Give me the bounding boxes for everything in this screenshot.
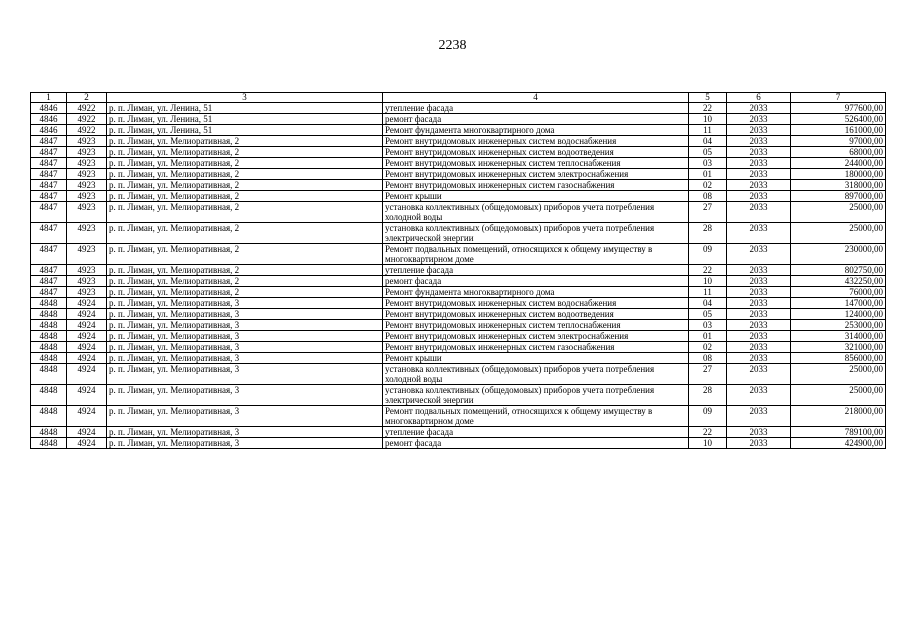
- work-type-cell: Ремонт внутридомовых инженерных систем водоотведения: [383, 309, 689, 320]
- address-cell: р. п. Лиман, ул. Мелиоративная, 3: [107, 364, 383, 385]
- row-id-cell: 4848: [31, 364, 67, 385]
- work-type-cell: Ремонт внутридомовых инженерных систем электроснабжения: [383, 331, 689, 342]
- cost-cell: 856000,00: [791, 353, 886, 364]
- work-type-cell: ремонт фасада: [383, 276, 689, 287]
- table-row: [31, 136, 886, 147]
- cost-cell: 25000,00: [791, 223, 886, 244]
- record-number-cell: 4923: [67, 169, 107, 180]
- row-id-cell: 4847: [31, 202, 67, 223]
- record-number-cell: 4923: [67, 147, 107, 158]
- cost-cell: 76000,00: [791, 287, 886, 298]
- work-type-cell: установка коллективных (общедомовых) приборов учета потребления электрической энергии: [383, 385, 689, 406]
- work-code-cell: 10: [689, 276, 727, 287]
- repair-schedule-table: [30, 92, 886, 449]
- address-cell: р. п. Лиман, ул. Мелиоративная, 3: [107, 406, 383, 427]
- year-cell: 2033: [727, 265, 791, 276]
- record-number-cell: 4924: [67, 320, 107, 331]
- row-id-cell: 4848: [31, 438, 67, 449]
- address-cell: р. п. Лиман, ул. Мелиоративная, 3: [107, 353, 383, 364]
- year-cell: 2033: [727, 427, 791, 438]
- cost-cell: 802750,00: [791, 265, 886, 276]
- row-id-cell: 4847: [31, 180, 67, 191]
- table-row: [31, 406, 886, 427]
- work-code-cell: 04: [689, 136, 727, 147]
- work-type-cell: Ремонт внутридомовых инженерных систем теплоснабжения: [383, 320, 689, 331]
- row-id-cell: 4846: [31, 125, 67, 136]
- row-id-cell: 4848: [31, 342, 67, 353]
- work-code-cell: 02: [689, 342, 727, 353]
- row-id-cell: 4846: [31, 114, 67, 125]
- address-cell: р. п. Лиман, ул. Мелиоративная, 2: [107, 202, 383, 223]
- work-code-cell: 08: [689, 191, 727, 202]
- table-row: [31, 364, 886, 385]
- table-row: [31, 298, 886, 309]
- address-cell: р. п. Лиман, ул. Мелиоративная, 2: [107, 244, 383, 265]
- year-cell: 2033: [727, 406, 791, 427]
- record-number-cell: 4923: [67, 180, 107, 191]
- cost-cell: 180000,00: [791, 169, 886, 180]
- year-cell: 2033: [727, 342, 791, 353]
- row-id-cell: 4847: [31, 223, 67, 244]
- row-id-cell: 4848: [31, 385, 67, 406]
- year-cell: 2033: [727, 244, 791, 265]
- address-cell: р. п. Лиман, ул. Мелиоративная, 2: [107, 147, 383, 158]
- table-row: [31, 180, 886, 191]
- cost-cell: 789100,00: [791, 427, 886, 438]
- year-cell: 2033: [727, 158, 791, 169]
- work-type-cell: Ремонт подвальных помещений, относящихся к общему имуществу в многоквартирном доме: [383, 244, 689, 265]
- table-row: [31, 353, 886, 364]
- column-header: 4: [383, 93, 689, 103]
- work-type-cell: утепление фасада: [383, 265, 689, 276]
- record-number-cell: 4923: [67, 158, 107, 169]
- address-cell: р. п. Лиман, ул. Мелиоративная, 3: [107, 438, 383, 449]
- year-cell: 2033: [727, 385, 791, 406]
- cost-cell: 25000,00: [791, 385, 886, 406]
- row-id-cell: 4847: [31, 287, 67, 298]
- work-code-cell: 08: [689, 353, 727, 364]
- column-header: 7: [791, 93, 886, 103]
- table-row: [31, 427, 886, 438]
- year-cell: 2033: [727, 353, 791, 364]
- address-cell: р. п. Лиман, ул. Мелиоративная, 2: [107, 191, 383, 202]
- column-header: 5: [689, 93, 727, 103]
- row-id-cell: 4847: [31, 136, 67, 147]
- year-cell: 2033: [727, 364, 791, 385]
- row-id-cell: 4848: [31, 406, 67, 427]
- year-cell: 2033: [727, 114, 791, 125]
- table-row: [31, 114, 886, 125]
- address-cell: р. п. Лиман, ул. Мелиоративная, 2: [107, 276, 383, 287]
- work-type-cell: установка коллективных (общедомовых) приборов учета потребления электрической энергии: [383, 223, 689, 244]
- year-cell: 2033: [727, 331, 791, 342]
- row-id-cell: 4847: [31, 244, 67, 265]
- work-type-cell: Ремонт внутридомовых инженерных систем водоснабжения: [383, 136, 689, 147]
- address-cell: р. п. Лиман, ул. Мелиоративная, 3: [107, 385, 383, 406]
- cost-cell: 318000,00: [791, 180, 886, 191]
- work-code-cell: 01: [689, 169, 727, 180]
- record-number-cell: 4924: [67, 427, 107, 438]
- address-cell: р. п. Лиман, ул. Мелиоративная, 2: [107, 265, 383, 276]
- row-id-cell: 4847: [31, 191, 67, 202]
- year-cell: 2033: [727, 169, 791, 180]
- address-cell: р. п. Лиман, ул. Ленина, 51: [107, 125, 383, 136]
- work-code-cell: 22: [689, 427, 727, 438]
- work-type-cell: Ремонт внутридомовых инженерных систем водоотведения: [383, 147, 689, 158]
- work-type-cell: Ремонт внутридомовых инженерных систем водоснабжения: [383, 298, 689, 309]
- table-header-row: [31, 93, 886, 103]
- table-row: [31, 125, 886, 136]
- table-row: [31, 342, 886, 353]
- work-code-cell: 09: [689, 244, 727, 265]
- cost-cell: 432250,00: [791, 276, 886, 287]
- record-number-cell: 4922: [67, 125, 107, 136]
- record-number-cell: 4924: [67, 364, 107, 385]
- cost-cell: 97000,00: [791, 136, 886, 147]
- column-header: 2: [67, 93, 107, 103]
- year-cell: 2033: [727, 298, 791, 309]
- record-number-cell: 4923: [67, 191, 107, 202]
- work-type-cell: Ремонт крыши: [383, 191, 689, 202]
- record-number-cell: 4924: [67, 438, 107, 449]
- address-cell: р. п. Лиман, ул. Мелиоративная, 2: [107, 223, 383, 244]
- cost-cell: 253000,00: [791, 320, 886, 331]
- record-number-cell: 4923: [67, 276, 107, 287]
- table-row: [31, 244, 886, 265]
- work-code-cell: 22: [689, 103, 727, 114]
- record-number-cell: 4923: [67, 265, 107, 276]
- work-code-cell: 27: [689, 202, 727, 223]
- year-cell: 2033: [727, 276, 791, 287]
- cost-cell: 218000,00: [791, 406, 886, 427]
- work-type-cell: ремонт фасада: [383, 438, 689, 449]
- cost-cell: 244000,00: [791, 158, 886, 169]
- work-type-cell: утепление фасада: [383, 427, 689, 438]
- row-id-cell: 4846: [31, 103, 67, 114]
- table-row: [31, 169, 886, 180]
- record-number-cell: 4923: [67, 223, 107, 244]
- work-code-cell: 27: [689, 364, 727, 385]
- row-id-cell: 4847: [31, 169, 67, 180]
- work-type-cell: Ремонт внутридомовых инженерных систем газоснабжения: [383, 180, 689, 191]
- work-type-cell: установка коллективных (общедомовых) приборов учета потребления холодной воды: [383, 364, 689, 385]
- record-number-cell: 4923: [67, 136, 107, 147]
- work-type-cell: Ремонт крыши: [383, 353, 689, 364]
- table-row: [31, 202, 886, 223]
- row-id-cell: 4848: [31, 427, 67, 438]
- column-header: 6: [727, 93, 791, 103]
- year-cell: 2033: [727, 202, 791, 223]
- cost-cell: 25000,00: [791, 202, 886, 223]
- address-cell: р. п. Лиман, ул. Мелиоративная, 3: [107, 342, 383, 353]
- work-code-cell: 11: [689, 287, 727, 298]
- year-cell: 2033: [727, 223, 791, 244]
- record-number-cell: 4924: [67, 342, 107, 353]
- column-header: 1: [31, 93, 67, 103]
- work-type-cell: Ремонт внутридомовых инженерных систем теплоснабжения: [383, 158, 689, 169]
- address-cell: р. п. Лиман, ул. Ленина, 51: [107, 114, 383, 125]
- table-row: [31, 309, 886, 320]
- address-cell: р. п. Лиман, ул. Мелиоративная, 2: [107, 158, 383, 169]
- record-number-cell: 4924: [67, 385, 107, 406]
- record-number-cell: 4924: [67, 406, 107, 427]
- cost-cell: 314000,00: [791, 331, 886, 342]
- record-number-cell: 4923: [67, 244, 107, 265]
- column-header: 3: [107, 93, 383, 103]
- work-type-cell: ремонт фасада: [383, 114, 689, 125]
- record-number-cell: 4922: [67, 103, 107, 114]
- cost-cell: 25000,00: [791, 364, 886, 385]
- cost-cell: 230000,00: [791, 244, 886, 265]
- table-row: [31, 147, 886, 158]
- work-type-cell: Ремонт внутридомовых инженерных систем газоснабжения: [383, 342, 689, 353]
- row-id-cell: 4847: [31, 147, 67, 158]
- cost-cell: 124000,00: [791, 309, 886, 320]
- cost-cell: 897000,00: [791, 191, 886, 202]
- work-code-cell: 11: [689, 125, 727, 136]
- cost-cell: 424900,00: [791, 438, 886, 449]
- record-number-cell: 4923: [67, 202, 107, 223]
- record-number-cell: 4923: [67, 287, 107, 298]
- year-cell: 2033: [727, 320, 791, 331]
- year-cell: 2033: [727, 103, 791, 114]
- cost-cell: 68000,00: [791, 147, 886, 158]
- record-number-cell: 4924: [67, 353, 107, 364]
- year-cell: 2033: [727, 191, 791, 202]
- row-id-cell: 4847: [31, 276, 67, 287]
- cost-cell: 526400,00: [791, 114, 886, 125]
- work-type-cell: Ремонт внутридомовых инженерных систем электроснабжения: [383, 169, 689, 180]
- work-code-cell: 09: [689, 406, 727, 427]
- table-row: [31, 223, 886, 244]
- address-cell: р. п. Лиман, ул. Мелиоративная, 3: [107, 298, 383, 309]
- work-code-cell: 03: [689, 320, 727, 331]
- cost-cell: 161000,00: [791, 125, 886, 136]
- year-cell: 2033: [727, 438, 791, 449]
- work-code-cell: 01: [689, 331, 727, 342]
- row-id-cell: 4848: [31, 298, 67, 309]
- table-row: [31, 438, 886, 449]
- work-code-cell: 28: [689, 385, 727, 406]
- work-code-cell: 04: [689, 298, 727, 309]
- table-row: [31, 276, 886, 287]
- cost-cell: 321000,00: [791, 342, 886, 353]
- address-cell: р. п. Лиман, ул. Мелиоративная, 2: [107, 287, 383, 298]
- row-id-cell: 4848: [31, 331, 67, 342]
- table-row: [31, 331, 886, 342]
- table-row: [31, 103, 886, 114]
- address-cell: р. п. Лиман, ул. Мелиоративная, 3: [107, 331, 383, 342]
- work-type-cell: установка коллективных (общедомовых) приборов учета потребления холодной воды: [383, 202, 689, 223]
- page-number: 2238: [438, 38, 467, 53]
- table-row: [31, 287, 886, 298]
- year-cell: 2033: [727, 136, 791, 147]
- cost-cell: 147000,00: [791, 298, 886, 309]
- work-code-cell: 22: [689, 265, 727, 276]
- address-cell: р. п. Лиман, ул. Ленина, 51: [107, 103, 383, 114]
- row-id-cell: 4848: [31, 309, 67, 320]
- work-type-cell: Ремонт фундамента многоквартирного дома: [383, 287, 689, 298]
- row-id-cell: 4847: [31, 158, 67, 169]
- year-cell: 2033: [727, 180, 791, 191]
- table-row: [31, 191, 886, 202]
- row-id-cell: 4847: [31, 265, 67, 276]
- year-cell: 2033: [727, 309, 791, 320]
- year-cell: 2033: [727, 287, 791, 298]
- table-row: [31, 385, 886, 406]
- record-number-cell: 4922: [67, 114, 107, 125]
- address-cell: р. п. Лиман, ул. Мелиоративная, 3: [107, 320, 383, 331]
- address-cell: р. п. Лиман, ул. Мелиоративная, 2: [107, 169, 383, 180]
- work-type-cell: утепление фасада: [383, 103, 689, 114]
- table-row: [31, 158, 886, 169]
- table-row: [31, 265, 886, 276]
- work-code-cell: 05: [689, 147, 727, 158]
- work-type-cell: Ремонт фундамента многоквартирного дома: [383, 125, 689, 136]
- address-cell: р. п. Лиман, ул. Мелиоративная, 3: [107, 309, 383, 320]
- work-code-cell: 05: [689, 309, 727, 320]
- work-code-cell: 03: [689, 158, 727, 169]
- work-code-cell: 10: [689, 114, 727, 125]
- row-id-cell: 4848: [31, 320, 67, 331]
- work-code-cell: 10: [689, 438, 727, 449]
- record-number-cell: 4924: [67, 298, 107, 309]
- address-cell: р. п. Лиман, ул. Мелиоративная, 2: [107, 136, 383, 147]
- work-code-cell: 28: [689, 223, 727, 244]
- cost-cell: 977600,00: [791, 103, 886, 114]
- year-cell: 2033: [727, 147, 791, 158]
- table-row: [31, 320, 886, 331]
- work-code-cell: 02: [689, 180, 727, 191]
- record-number-cell: 4924: [67, 331, 107, 342]
- row-id-cell: 4848: [31, 353, 67, 364]
- year-cell: 2033: [727, 125, 791, 136]
- address-cell: р. п. Лиман, ул. Мелиоративная, 2: [107, 180, 383, 191]
- record-number-cell: 4924: [67, 309, 107, 320]
- address-cell: р. п. Лиман, ул. Мелиоративная, 3: [107, 427, 383, 438]
- work-type-cell: Ремонт подвальных помещений, относящихся к общему имуществу в многоквартирном доме: [383, 406, 689, 427]
